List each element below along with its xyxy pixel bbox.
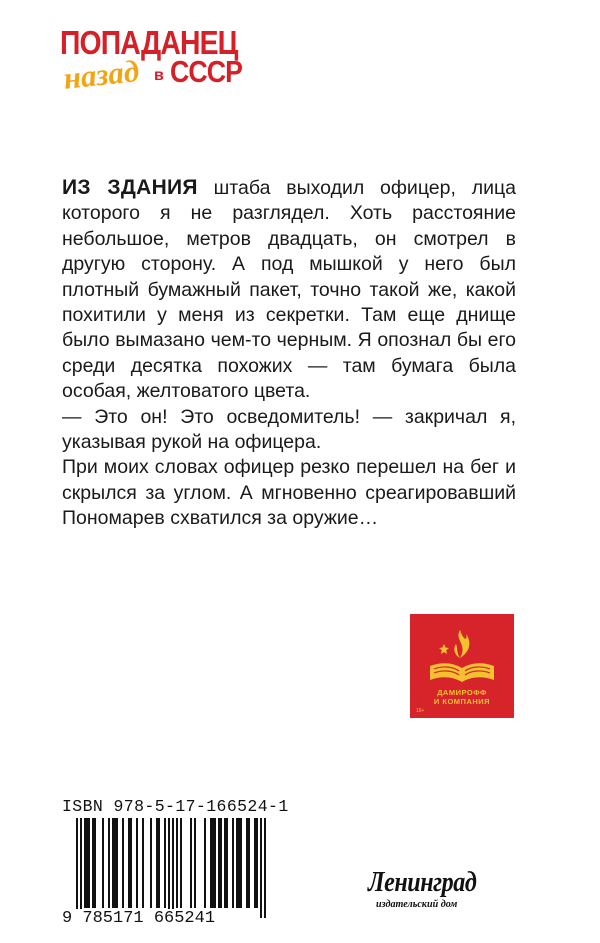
blurb-paragraph-1 (62, 175, 516, 405)
series-title-sssr: СССР (170, 54, 243, 89)
publisher-emblem (410, 614, 514, 718)
series-title-line1: ПОПАДАНЕЦ (60, 24, 238, 61)
blurb-lead: ИЗ ЗДАНИЯ (62, 176, 198, 199)
imprint-subtitle: издательский дом (376, 898, 458, 910)
blurb-paragraph-3: При моих словах офицер резко перешел на бег и скрылся за углом. А мгновенно среагировавший Пономарев схватился за оружие… (62, 456, 516, 530)
emblem-label-line2: И КОМПАНИЯ (433, 697, 491, 706)
blurb-paragraph-1-text: штаба выходил офицер, лица которого я не разглядел. Хоть расстояние небольшое, метров двадцать, он смотрел в другую сторону. А под мышкой у него был плотный бумажный пакет, точно такой же, какой похитили у меня из секретки. Там еще днище было вымазано чем-то черным. Я опознал бы его среди десятка похожих — там бумага была особая, желтоватого цвета. (62, 177, 516, 403)
book-blurb (62, 175, 516, 532)
publisher-imprint-logo (368, 868, 533, 918)
barcode-icon (62, 818, 280, 922)
series-title-nazad: назад (61, 53, 141, 96)
series-title-v: в (154, 67, 164, 84)
imprint-name: Ленинград (368, 867, 477, 898)
emblem-label-line1: ДАМИРОФФ (437, 688, 487, 697)
series-logo (60, 26, 250, 96)
blurb-paragraph-2: — Это он! Это осведомитель! — закричал я, указывая рукой на офицера. (62, 405, 516, 454)
age-rating: 16+ (416, 708, 425, 714)
emblem-label (410, 688, 514, 706)
isbn-label: ISBN 978-5-17-166524-1 (62, 797, 289, 816)
barcode-digits: 9 785171 665241 (62, 909, 216, 928)
